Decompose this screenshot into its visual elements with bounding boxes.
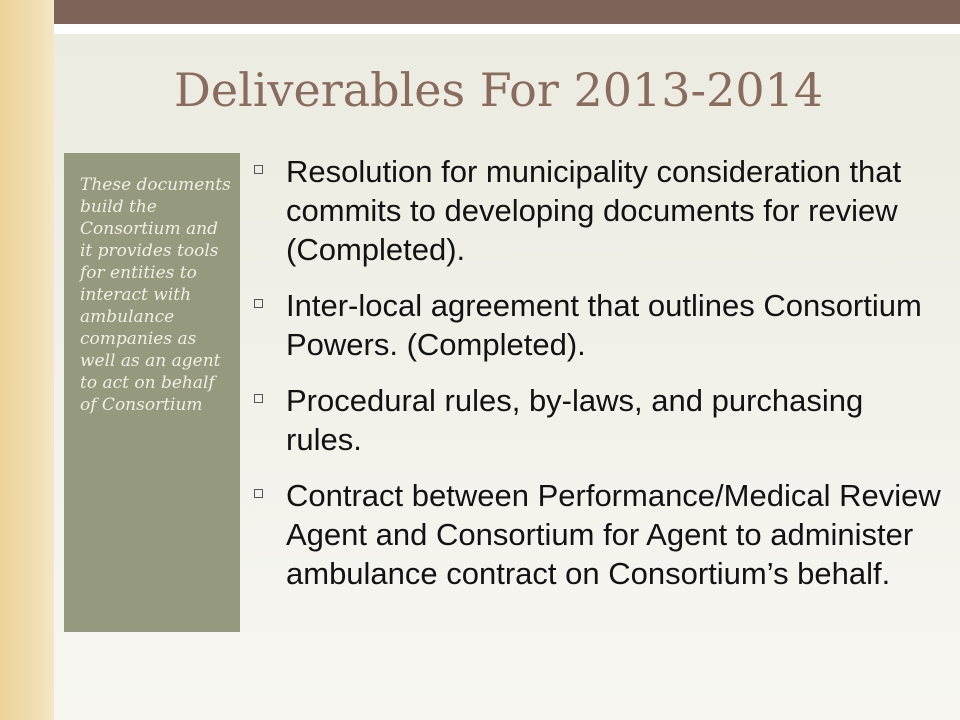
bullet-item xyxy=(244,381,944,459)
bullet-text: Inter-local agreement that outlines Consortium Powers. (Completed). xyxy=(286,288,922,362)
bullet-item xyxy=(244,152,944,269)
side-note-box xyxy=(64,153,240,632)
slide-title: Deliverables For 2013-2014 xyxy=(174,63,824,117)
top-accent-bar xyxy=(54,0,960,24)
bullet-text: Contract between Performance/Medical Review Agent and Consortium for Agent to administer ambulance contract on Consortium’s behalf. xyxy=(286,478,941,591)
square-bullet-icon xyxy=(254,165,263,174)
square-bullet-icon xyxy=(254,299,263,308)
square-bullet-icon xyxy=(254,394,263,403)
side-note-text: These documents build the Consortium and it provides tools for entities to interact with ambulance companies as well as an agent to act on behalf of Consortium xyxy=(80,175,231,415)
bullet-text: Resolution for municipality consideration that commits to developing documents for review (Completed). xyxy=(286,154,902,267)
bullet-item xyxy=(244,476,944,593)
bullet-list xyxy=(244,152,944,610)
slide-content xyxy=(54,34,960,720)
left-accent-band xyxy=(0,0,54,720)
square-bullet-icon xyxy=(254,489,263,498)
bullet-item xyxy=(244,286,944,364)
bullet-text: Procedural rules, by-laws, and purchasing rules. xyxy=(286,383,864,457)
